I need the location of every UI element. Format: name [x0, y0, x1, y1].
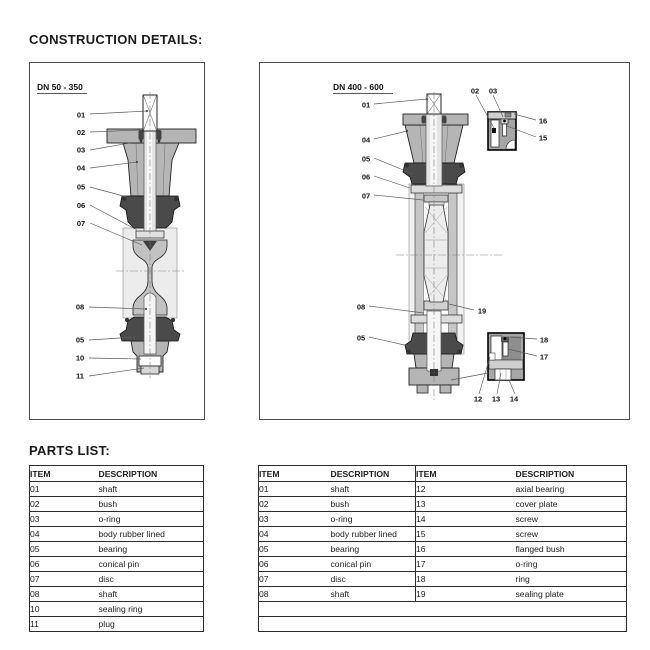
parts-table-dn400-600: [258, 465, 627, 632]
part-label: 04: [76, 163, 86, 173]
o-ring-part: [492, 128, 496, 133]
part-label: 05: [76, 182, 86, 192]
table-row: [259, 572, 627, 587]
item-cell: 16: [416, 542, 516, 557]
part-label: 06: [76, 201, 86, 210]
part-label: 07: [76, 219, 86, 228]
desc-cell: plug: [99, 617, 204, 632]
part-label: 14: [509, 394, 519, 404]
desc-cell: o-ring: [99, 512, 204, 527]
desc-cell: ring: [516, 572, 627, 587]
item-cell: [259, 617, 331, 632]
foot-part: [417, 385, 428, 393]
bush-part: [422, 116, 427, 124]
item-cell: 08: [259, 587, 331, 602]
desc-cell: [331, 617, 416, 632]
table-row: [259, 557, 627, 572]
table-row: [30, 512, 204, 527]
table-row: [30, 527, 204, 542]
part-label: 05: [75, 335, 85, 345]
part-label: 11: [76, 371, 84, 381]
desc-cell: shaft: [331, 482, 416, 497]
item-cell: 19: [416, 587, 516, 602]
table-header-row: [30, 466, 204, 482]
axial-bearing-part: [489, 360, 523, 369]
table-row: [30, 482, 204, 497]
item-cell: 10: [30, 602, 99, 617]
part-label: 10: [75, 353, 85, 363]
part-label: 08: [356, 302, 366, 312]
desc-cell: bearing: [99, 542, 204, 557]
table-row: [30, 557, 204, 572]
bottom-detail-inset: [488, 333, 524, 380]
item-cell: 08: [30, 587, 99, 602]
desc-cell: o-ring: [516, 557, 627, 572]
desc-cell: bush: [99, 497, 204, 512]
part-label: 12: [473, 394, 483, 404]
part-label: 02: [470, 86, 480, 96]
desc-cell: sealing ring: [99, 602, 204, 617]
item-cell: 15: [416, 527, 516, 542]
desc-cell: conical pin: [99, 557, 204, 572]
o-ring-part: [140, 140, 143, 143]
col-header-description: DESCRIPTION: [516, 466, 627, 482]
cover-plate-part: [495, 369, 511, 380]
part-labels: [76, 111, 86, 381]
desc-cell: shaft: [99, 587, 204, 602]
desc-cell: sealing plate: [516, 587, 627, 602]
item-cell: 12: [416, 482, 516, 497]
valve-dn50-350-drawing: [107, 92, 196, 378]
part-label: 08: [75, 302, 85, 312]
part-label: 06: [361, 172, 371, 182]
desc-cell: screw: [516, 527, 627, 542]
diagram-caption: DN 400 - 600: [333, 82, 384, 92]
desc-cell: [516, 602, 627, 617]
item-cell: 13: [416, 497, 516, 512]
item-cell: 04: [30, 527, 99, 542]
part-label: 04: [361, 135, 371, 145]
diagram-caption: DN 50 - 350: [37, 82, 83, 92]
part-label: 15: [538, 133, 548, 143]
diagram-frame: [30, 63, 205, 420]
page-title: CONSTRUCTION DETAILS:: [29, 32, 203, 47]
item-cell: 01: [30, 482, 99, 497]
desc-cell: cover plate: [516, 497, 627, 512]
desc-cell: body rubber lined: [99, 527, 204, 542]
part-label: 05: [356, 333, 366, 343]
desc-cell: o-ring: [331, 512, 416, 527]
item-cell: 11: [30, 617, 99, 632]
item-cell: 04: [259, 527, 331, 542]
disc-part: [424, 205, 448, 302]
disc-hub-part: [424, 195, 448, 202]
table-row: [30, 497, 204, 512]
part-label: 07: [361, 191, 371, 201]
desc-cell: bush: [331, 497, 416, 512]
part-label: 19: [477, 306, 487, 316]
item-cell: 18: [416, 572, 516, 587]
table-row: [259, 602, 627, 617]
desc-cell: axial bearing: [516, 482, 627, 497]
table-row: [259, 512, 627, 527]
desc-cell: disc: [331, 572, 416, 587]
col-header-item: ITEM: [259, 466, 331, 482]
part-label: 13: [491, 394, 501, 404]
body-wall: [415, 184, 424, 354]
desc-cell: screw: [516, 512, 627, 527]
diagram-dn50-350: [30, 63, 205, 420]
o-ring-part: [158, 140, 161, 143]
part-label: 01: [361, 100, 371, 110]
foot-part: [440, 385, 451, 393]
table-row: [259, 542, 627, 557]
part-label: 17: [539, 352, 549, 362]
part-label: 03: [76, 145, 86, 155]
desc-cell: shaft: [331, 587, 416, 602]
table-row: [30, 617, 204, 632]
screw-part: [503, 342, 508, 356]
col-header-item: ITEM: [30, 466, 99, 482]
table-row: [259, 587, 627, 602]
table-header-row: [259, 466, 627, 482]
item-cell: 17: [416, 557, 516, 572]
desc-cell: [331, 602, 416, 617]
desc-cell: disc: [99, 572, 204, 587]
col-header-description: DESCRIPTION: [331, 466, 416, 482]
desc-cell: body rubber lined: [331, 527, 416, 542]
col-header-item: ITEM: [416, 466, 516, 482]
table-row: [30, 542, 204, 557]
item-cell: [416, 602, 516, 617]
item-cell: 14: [416, 512, 516, 527]
item-cell: 06: [30, 557, 99, 572]
part-label: 18: [539, 335, 549, 345]
bush-part: [442, 116, 447, 124]
table-row: [259, 617, 627, 632]
item-cell: 02: [30, 497, 99, 512]
table-row: [30, 572, 204, 587]
top-detail-inset: [488, 112, 516, 150]
item-cell: [416, 617, 516, 632]
item-cell: 03: [259, 512, 331, 527]
table-row: [259, 482, 627, 497]
diagram-dn400-600: [260, 63, 630, 420]
item-cell: 05: [30, 542, 99, 557]
desc-cell: shaft: [99, 482, 204, 497]
parts-table-dn50-350: [29, 465, 204, 632]
col-header-description: DESCRIPTION: [99, 466, 204, 482]
body-wall: [448, 184, 457, 354]
part-label: 03: [488, 86, 498, 96]
item-cell: [259, 602, 331, 617]
desc-cell: bearing: [331, 542, 416, 557]
part-label: 01: [76, 110, 86, 120]
part-label: 16: [538, 116, 548, 126]
parts-list-title: PARTS LIST:: [29, 443, 111, 458]
item-cell: 07: [30, 572, 99, 587]
item-cell: 01: [259, 482, 331, 497]
desc-cell: [516, 617, 627, 632]
item-cell: 06: [259, 557, 331, 572]
item-cell: 05: [259, 542, 331, 557]
screw-part: [503, 124, 507, 136]
table-row: [259, 527, 627, 542]
table-row: [259, 497, 627, 512]
table-row: [30, 587, 204, 602]
table-row: [30, 602, 204, 617]
desc-cell: flanged bush: [516, 542, 627, 557]
item-cell: 03: [30, 512, 99, 527]
desc-cell: conical pin: [331, 557, 416, 572]
item-cell: 07: [259, 572, 331, 587]
part-label: 02: [76, 128, 86, 137]
part-label: 05: [361, 154, 371, 164]
valve-dn400-600-drawing: [396, 92, 502, 400]
item-cell: 02: [259, 497, 331, 512]
